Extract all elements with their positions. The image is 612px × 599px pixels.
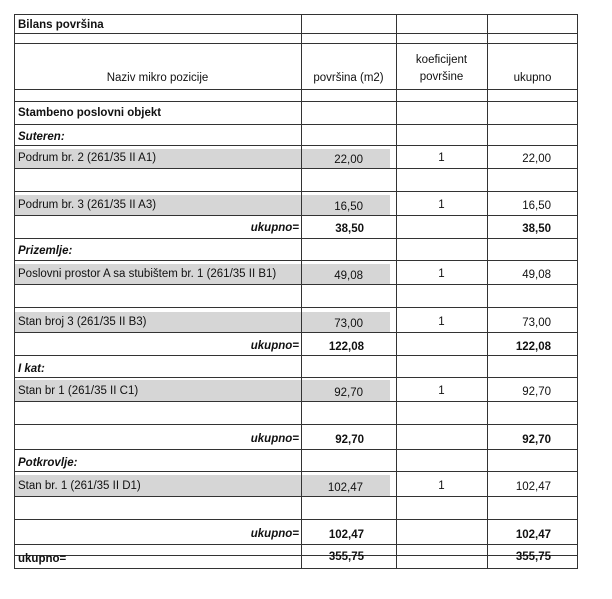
surface-balance-sheet	[14, 14, 578, 569]
row-naziv: Poslovni prostor A sa stubištem br. 1 (261/35 II B1)	[18, 268, 277, 280]
subtotal-ukupno: 102,47	[515, 529, 551, 541]
subtotal-ukupno: 92,70	[522, 434, 551, 446]
subtotal-label: ukupno=	[250, 222, 299, 234]
section-name-prizemlje: Prizemlje:	[18, 245, 73, 257]
section-name-potkrovlje: Potkrovlje:	[18, 457, 78, 469]
object-title: Stambeno poslovni objekt	[18, 107, 162, 119]
row-ukupno: 16,50	[522, 200, 551, 212]
column-header-koeficijent-line2: površine	[419, 71, 464, 83]
grand-total-label: ukupno=	[18, 553, 67, 565]
row-naziv: Stan broj 3 (261/35 II B3)	[18, 316, 147, 328]
table-title: Bilans površina	[18, 19, 104, 31]
row-povrsina: 49,08	[334, 270, 363, 282]
row-naziv: Podrum br. 2 (261/35 II A1)	[18, 152, 157, 164]
row-ukupno: 22,00	[522, 153, 551, 165]
subtotal-povrsina: 92,70	[335, 434, 364, 446]
section-name-suteren: Suteren:	[18, 131, 65, 143]
row-povrsina: 16,50	[334, 201, 363, 213]
subtotal-label: ukupno=	[250, 433, 299, 445]
row-povrsina: 102,47	[327, 482, 363, 494]
subtotal-ukupno: 122,08	[515, 341, 551, 353]
column-header-povrsina: površina (m2)	[313, 72, 384, 84]
row-koeficijent: 1	[438, 268, 445, 280]
column-header-koeficijent-line1: koeficijent	[415, 54, 468, 66]
row-koeficijent: 1	[438, 199, 445, 211]
column-header-ukupno: ukupno	[513, 72, 552, 84]
column-header-naziv: Naziv mikro pozicije	[106, 72, 209, 84]
subtotal-povrsina: 38,50	[335, 223, 364, 235]
row-povrsina: 22,00	[334, 154, 363, 166]
section-name-i-kat: I kat:	[18, 363, 45, 375]
row-naziv: Podrum br. 3 (261/35 II A3)	[18, 199, 157, 211]
row-ukupno: 73,00	[522, 317, 551, 329]
row-ukupno: 92,70	[522, 386, 551, 398]
subtotal-ukupno: 38,50	[522, 223, 551, 235]
row-ukupno: 49,08	[522, 269, 551, 281]
subtotal-povrsina: 102,47	[328, 529, 364, 541]
row-koeficijent: 1	[438, 385, 445, 397]
subtotal-label: ukupno=	[250, 340, 299, 352]
grand-total-povrsina: 355,75	[328, 551, 364, 563]
row-naziv: Stan br 1 (261/35 II C1)	[18, 385, 139, 397]
row-naziv: Stan br. 1 (261/35 II D1)	[18, 480, 141, 492]
row-ukupno: 102,47	[515, 481, 551, 493]
subtotal-label: ukupno=	[250, 528, 299, 540]
row-koeficijent: 1	[438, 152, 445, 164]
grand-total-ukupno: 355,75	[515, 551, 551, 563]
row-koeficijent: 1	[438, 480, 445, 492]
subtotal-povrsina: 122,08	[328, 341, 364, 353]
row-povrsina: 92,70	[334, 387, 363, 399]
row-povrsina: 73,00	[334, 318, 363, 330]
row-koeficijent: 1	[438, 316, 445, 328]
